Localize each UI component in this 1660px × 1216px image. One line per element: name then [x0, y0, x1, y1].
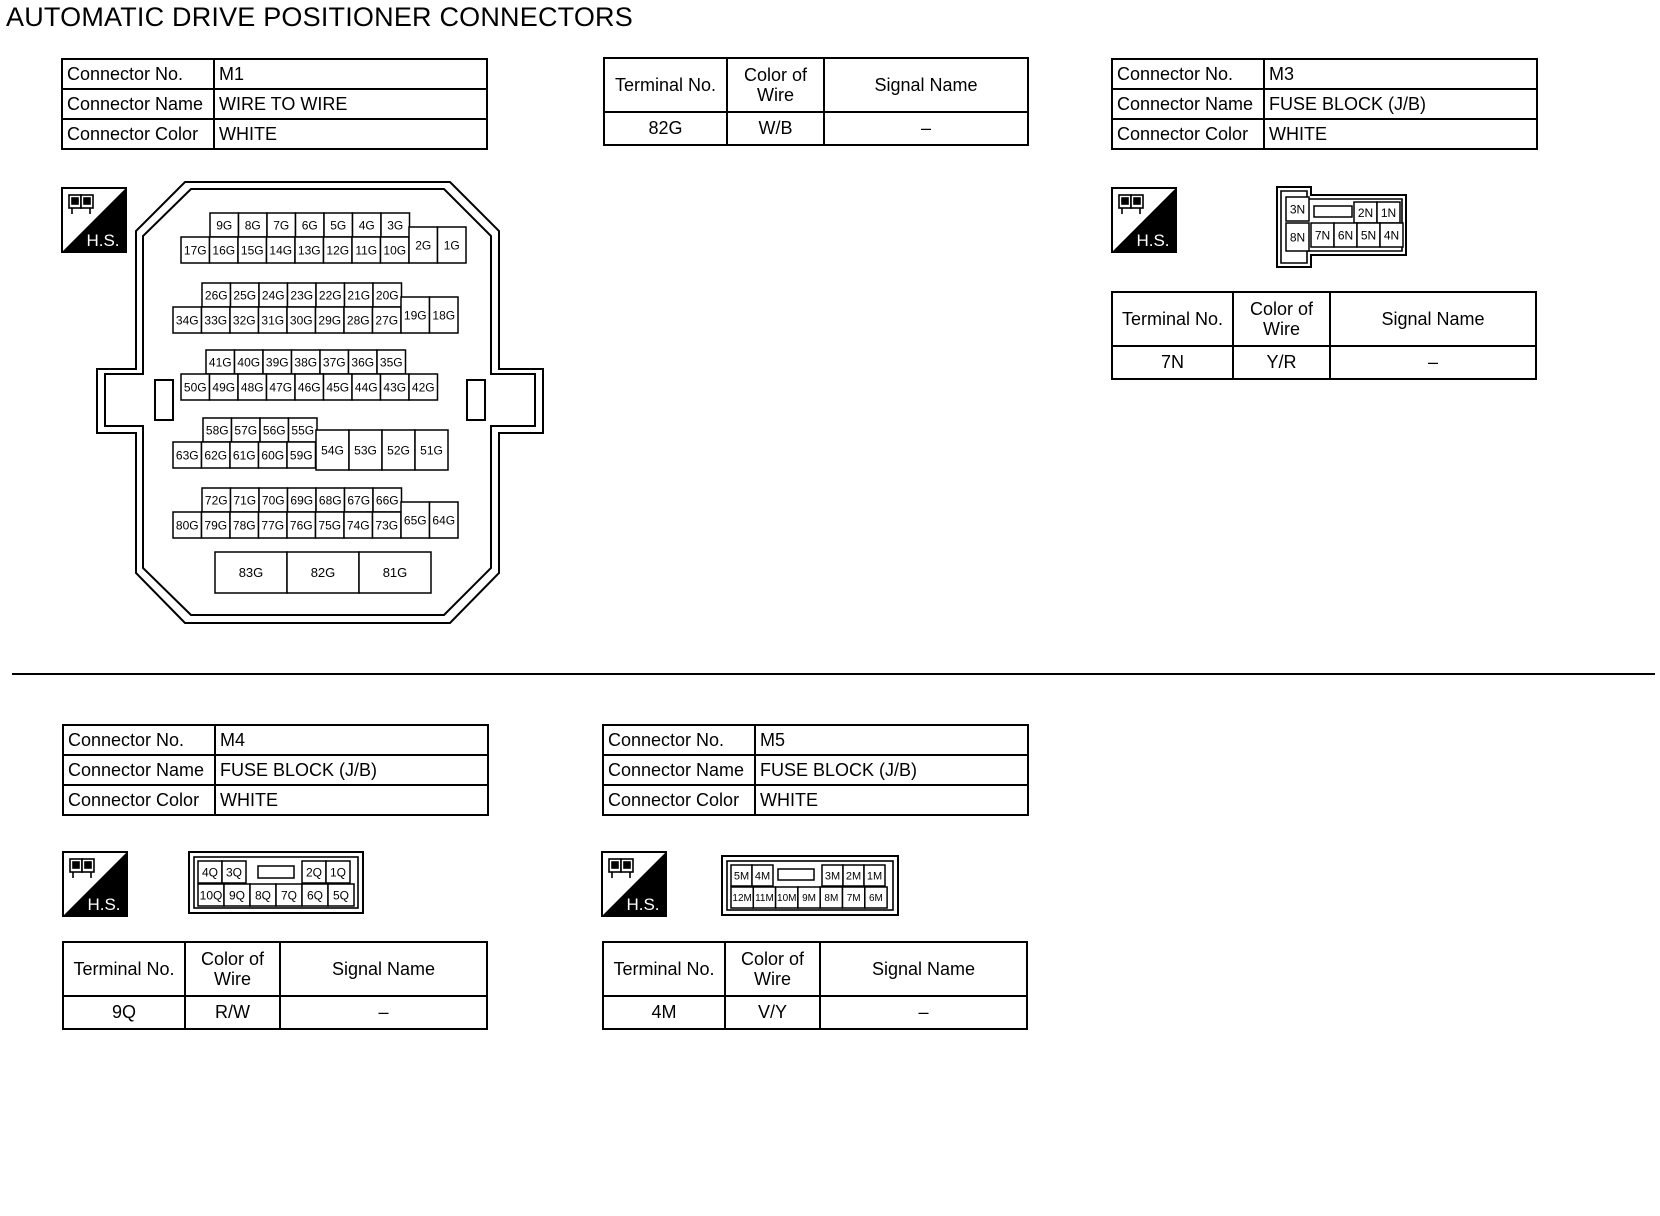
signal-name-header: Signal Name — [1330, 292, 1536, 346]
m1-wire-color: W/B — [727, 112, 824, 145]
m5-connector-no: M5 — [755, 725, 1028, 755]
connector-no-label: Connector No. — [603, 725, 755, 755]
m1-connector-face — [95, 180, 545, 630]
m1-terminal-28g-label: 28G — [346, 313, 370, 328]
m1-terminal-51g-label: 51G — [420, 443, 443, 458]
color-of-wire-header: Color of Wire — [725, 942, 820, 996]
m1-terminal-18g-label: 18G — [432, 308, 456, 323]
connector-color-label: Connector Color — [62, 119, 214, 149]
signal-name-header: Signal Name — [824, 58, 1028, 112]
m1-terminal-78g-label: 78G — [232, 518, 256, 533]
m3-terminal-5n-label: 5N — [1360, 228, 1377, 243]
m5-connector-color: WHITE — [755, 785, 1028, 815]
m1-terminal-53g-label: 53G — [354, 443, 377, 458]
m3-info-table — [1111, 58, 1538, 150]
m4-terminal-3q-label: 3Q — [225, 865, 243, 880]
m3-harness-side-icon — [1111, 187, 1177, 253]
m1-terminal-54g-label: 54G — [321, 443, 344, 458]
m1-terminal-31g-label: 31G — [261, 313, 285, 328]
terminal-no-header: Terminal No. — [63, 942, 185, 996]
connector-no-label: Connector No. — [1112, 59, 1264, 89]
m1-terminal-38g-label: 38G — [294, 355, 318, 370]
m1-connector-name: WIRE TO WIRE — [214, 89, 487, 119]
m1-terminal-11g-label: 11G — [355, 243, 378, 258]
page-title: AUTOMATIC DRIVE POSITIONER CONNECTORS — [6, 2, 633, 32]
terminal-no-header: Terminal No. — [603, 942, 725, 996]
m5-terminal-11m-label: 11M — [755, 893, 774, 905]
m4-harness-side-icon — [62, 851, 128, 917]
m4-terminal-8q-label: 8Q — [254, 888, 272, 903]
m1-terminal-65g-label: 65G — [403, 513, 427, 528]
m3-connector-face — [1275, 185, 1407, 269]
m1-terminal-2g-label: 2G — [415, 238, 432, 253]
m1-terminal-72g-label: 72G — [204, 493, 228, 508]
color-of-wire-header: Color of Wire — [727, 58, 824, 112]
m1-terminal-5g-label: 5G — [330, 218, 347, 233]
m3-terminal-table — [1111, 291, 1537, 380]
connector-no-label: Connector No. — [62, 59, 214, 89]
m1-terminal-47g-label: 47G — [269, 380, 293, 395]
m5-terminal-8m-label: 8M — [824, 893, 839, 905]
m1-terminal-58g-label: 58G — [205, 423, 229, 438]
m5-connector-name: FUSE BLOCK (J/B) — [755, 755, 1028, 785]
m1-terminal-49g-label: 49G — [212, 380, 236, 395]
m3-signal-name: – — [1330, 346, 1536, 379]
m1-terminal-26g-label: 26G — [204, 288, 228, 303]
m1-terminal-70g-label: 70G — [261, 493, 285, 508]
m1-connector-no: M1 — [214, 59, 487, 89]
m1-info-table — [61, 58, 488, 150]
terminal-no-header: Terminal No. — [1112, 292, 1233, 346]
hs-label: H.S. — [626, 895, 660, 914]
m5-terminal-6m-label: 6M — [868, 893, 883, 905]
m1-terminal-10g-label: 10G — [383, 243, 407, 258]
m1-terminal-71g-label: 71G — [233, 493, 257, 508]
m1-terminal-69g-label: 69G — [290, 493, 314, 508]
m1-terminal-17g-label: 17G — [183, 243, 207, 258]
m1-terminal-42g-label: 42G — [411, 380, 435, 395]
m5-terminal-7m-label: 7M — [846, 893, 861, 905]
m1-terminal-24g-label: 24G — [261, 288, 285, 303]
m1-terminal-6g-label: 6G — [301, 218, 318, 233]
m4-signal-name: – — [280, 996, 487, 1029]
m1-connector-color: WHITE — [214, 119, 487, 149]
m3-connector-color: WHITE — [1264, 119, 1537, 149]
m1-terminal-3g-label: 3G — [387, 218, 404, 233]
m3-terminal-no: 7N — [1112, 346, 1233, 379]
m1-terminal-13g-label: 13G — [297, 243, 321, 258]
m1-terminal-20g-label: 20G — [375, 288, 399, 303]
m1-terminal-76g-label: 76G — [289, 518, 313, 533]
m4-terminal-2q-label: 2Q — [305, 865, 323, 880]
m1-terminal-52g-label: 52G — [387, 443, 410, 458]
signal-name-header: Signal Name — [280, 942, 487, 996]
m1-terminal-34g-label: 34G — [175, 313, 199, 328]
m1-terminal-8g-label: 8G — [244, 218, 261, 233]
m5-terminal-2m-label: 2M — [845, 870, 862, 883]
connector-name-label: Connector Name — [603, 755, 755, 785]
m1-terminal-15g-label: 15G — [240, 243, 264, 258]
m5-terminal-table — [602, 941, 1028, 1030]
m1-terminal-46g-label: 46G — [297, 380, 321, 395]
m1-terminal-35g-label: 35G — [379, 355, 403, 370]
m3-terminal-8n-label: 8N — [1289, 230, 1306, 245]
hs-label: H.S. — [1136, 231, 1170, 250]
m4-terminal-1q-label: 1Q — [329, 865, 347, 880]
m5-connector-face — [721, 855, 899, 917]
m1-terminal-32g-label: 32G — [232, 313, 256, 328]
m1-terminal-62g-label: 62G — [204, 448, 228, 463]
connector-color-label: Connector Color — [63, 785, 215, 815]
m5-wire-color: V/Y — [725, 996, 820, 1029]
m1-terminal-79g-label: 79G — [204, 518, 228, 533]
m3-terminal-7n-label: 7N — [1314, 228, 1331, 243]
m5-info-table — [602, 724, 1029, 816]
m4-wire-color: R/W — [185, 996, 280, 1029]
hs-label: H.S. — [86, 231, 120, 250]
m5-terminal-1m-label: 1M — [866, 870, 883, 883]
signal-name-header: Signal Name — [820, 942, 1027, 996]
m1-terminal-80g-label: 80G — [175, 518, 199, 533]
connector-name-label: Connector Name — [1112, 89, 1264, 119]
m4-connector-face — [188, 851, 364, 915]
m3-connector-name: FUSE BLOCK (J/B) — [1264, 89, 1537, 119]
m1-terminal-22g-label: 22G — [318, 288, 342, 303]
m3-connector-no: M3 — [1264, 59, 1537, 89]
m1-terminal-table — [603, 57, 1029, 146]
m5-terminal-no: 4M — [603, 996, 725, 1029]
m4-connector-name: FUSE BLOCK (J/B) — [215, 755, 488, 785]
m5-signal-name: – — [820, 996, 1027, 1029]
m5-terminal-5m-label: 5M — [733, 870, 750, 883]
m1-terminal-12g-label: 12G — [326, 243, 350, 258]
m4-connector-no: M4 — [215, 725, 488, 755]
m1-terminal-50g-label: 50G — [183, 380, 207, 395]
m1-terminal-63g-label: 63G — [175, 448, 199, 463]
m1-terminal-59g-label: 59G — [289, 448, 313, 463]
m4-terminal-6q-label: 6Q — [306, 888, 324, 903]
m1-terminal-67g-label: 67G — [347, 493, 371, 508]
m1-terminal-77g-label: 77G — [261, 518, 285, 533]
m1-terminal-83g-label: 83G — [238, 565, 264, 581]
m1-terminal-48g-label: 48G — [240, 380, 264, 395]
m5-terminal-10m-label: 10M — [777, 893, 797, 905]
m4-terminal-no: 9Q — [63, 996, 185, 1029]
m1-terminal-60g-label: 60G — [261, 448, 285, 463]
m4-terminal-10q-label: 10Q — [199, 888, 223, 903]
m1-terminal-4g-label: 4G — [358, 218, 375, 233]
connector-color-label: Connector Color — [1112, 119, 1264, 149]
m4-connector-color: WHITE — [215, 785, 488, 815]
m5-terminal-12m-label: 12M — [732, 893, 752, 905]
m5-terminal-9m-label: 9M — [802, 893, 817, 905]
m1-signal-name: – — [824, 112, 1028, 145]
color-of-wire-header: Color of Wire — [185, 942, 280, 996]
hs-label: H.S. — [87, 895, 121, 914]
m4-info-table — [62, 724, 489, 816]
m1-terminal-64g-label: 64G — [432, 513, 456, 528]
m1-terminal-45g-label: 45G — [326, 380, 350, 395]
m1-terminal-75g-label: 75G — [318, 518, 342, 533]
m5-terminal-4m-label: 4M — [754, 870, 771, 883]
m1-terminal-16g-label: 16G — [212, 243, 236, 258]
connector-no-label: Connector No. — [63, 725, 215, 755]
m5-key-slot — [778, 869, 814, 880]
m1-terminal-30g-label: 30G — [289, 313, 313, 328]
m1-terminal-no: 82G — [604, 112, 727, 145]
terminal-no-header: Terminal No. — [604, 58, 727, 112]
m3-terminal-6n-label: 6N — [1337, 228, 1354, 243]
m4-terminal-4q-label: 4Q — [201, 865, 219, 880]
m4-terminal-table — [62, 941, 488, 1030]
m1-terminal-81g-label: 81G — [382, 565, 408, 581]
m1-terminal-36g-label: 36G — [351, 355, 375, 370]
m1-terminal-40g-label: 40G — [237, 355, 261, 370]
section-divider — [12, 673, 1655, 675]
m5-terminal-3m-label: 3M — [824, 870, 841, 883]
m1-terminal-25g-label: 25G — [233, 288, 257, 303]
m3-terminal-3n-label: 3N — [1289, 202, 1306, 217]
connector-name-label: Connector Name — [63, 755, 215, 785]
m4-terminal-9q-label: 9Q — [228, 888, 246, 903]
m1-terminal-39g-label: 39G — [265, 355, 289, 370]
m3-key-slot — [1314, 206, 1352, 217]
m5-harness-side-icon — [601, 851, 667, 917]
m1-terminal-9g-label: 9G — [216, 218, 233, 233]
color-of-wire-header: Color of Wire — [1233, 292, 1330, 346]
m1-terminal-56g-label: 56G — [262, 423, 286, 438]
m1-terminal-73g-label: 73G — [375, 518, 399, 533]
m3-terminal-1n-label: 1N — [1380, 205, 1397, 220]
m1-terminal-44g-label: 44G — [354, 380, 378, 395]
connector-color-label: Connector Color — [603, 785, 755, 815]
m4-key-slot — [258, 866, 294, 878]
m1-terminal-21g-label: 21G — [347, 288, 371, 303]
m1-terminal-68g-label: 68G — [318, 493, 342, 508]
m1-terminal-7g-label: 7G — [273, 218, 290, 233]
m1-terminal-43g-label: 43G — [383, 380, 407, 395]
connector-name-label: Connector Name — [62, 89, 214, 119]
m1-terminal-55g-label: 55G — [291, 423, 315, 438]
m3-terminal-4n-label: 4N — [1383, 228, 1400, 243]
m1-terminal-41g-label: 41G — [208, 355, 232, 370]
m4-terminal-5q-label: 5Q — [332, 888, 350, 903]
m1-terminal-14g-label: 14G — [269, 243, 293, 258]
m3-wire-color: Y/R — [1233, 346, 1330, 379]
m1-terminal-57g-label: 57G — [234, 423, 258, 438]
m1-terminal-27g-label: 27G — [375, 313, 399, 328]
m1-terminal-1g-label: 1G — [443, 238, 460, 253]
m4-terminal-7q-label: 7Q — [280, 888, 298, 903]
m1-terminal-19g-label: 19G — [403, 308, 427, 323]
m3-terminal-2n-label: 2N — [1357, 205, 1374, 220]
m1-terminal-37g-label: 37G — [322, 355, 346, 370]
m1-terminal-74g-label: 74G — [346, 518, 370, 533]
m1-terminal-82g-label: 82G — [310, 565, 336, 581]
m1-terminal-61g-label: 61G — [232, 448, 256, 463]
m1-terminal-66g-label: 66G — [375, 493, 399, 508]
m1-terminal-23g-label: 23G — [290, 288, 314, 303]
m1-terminal-33g-label: 33G — [204, 313, 228, 328]
m1-terminal-29g-label: 29G — [318, 313, 342, 328]
